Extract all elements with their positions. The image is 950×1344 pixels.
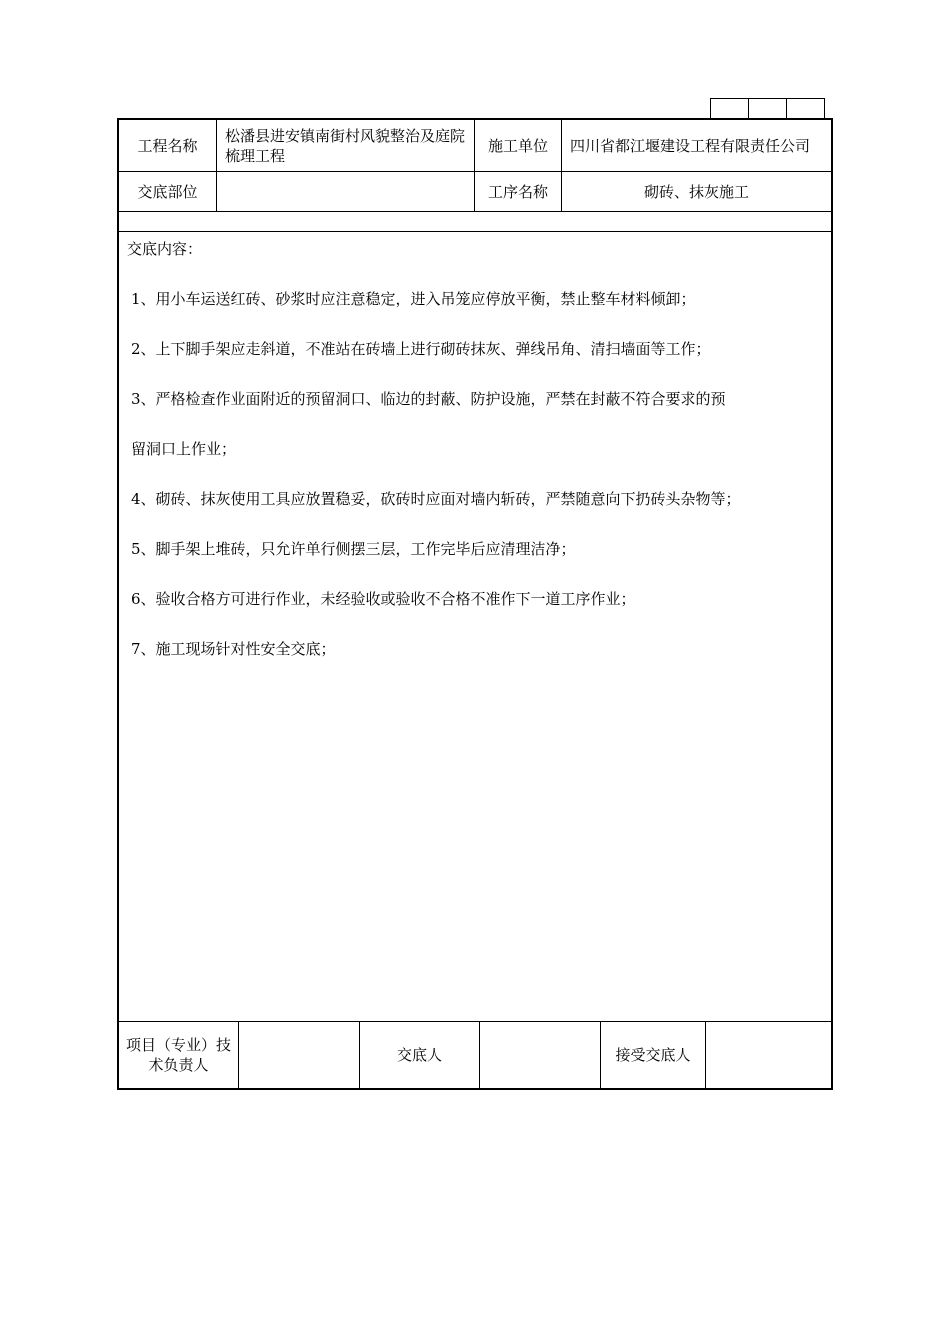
receiver-value [706, 1022, 831, 1088]
handover-form [117, 118, 833, 1090]
handover-part-label: 交底部位 [119, 172, 217, 212]
tech-lead-label: 项目（专业）技术负责人 [119, 1022, 239, 1088]
content-item-3: 3、严格检查作业面附近的预留洞口、临边的封蔽、防护设施，严禁在封蔽不符合要求的预 [131, 390, 726, 408]
handover-person-label: 交底人 [360, 1022, 480, 1088]
handover-person-value [480, 1022, 601, 1088]
construction-unit-label: 施工单位 [475, 120, 562, 172]
construction-unit-value: 四川省都江堰建设工程有限责任公司 [562, 120, 831, 172]
top-box-1 [710, 98, 749, 119]
content-item-1: 1、用小车运送红砖、砂浆时应注意稳定，进入吊笼应停放平衡，禁止整车材料倾卸； [131, 290, 696, 308]
content-title: 交底内容： [127, 240, 203, 258]
receiver-label: 接受交底人 [601, 1022, 706, 1088]
content-item-6: 6、验收合格方可进行作业，未经验收或验收不合格不准作下一道工序作业； [131, 590, 636, 608]
content-item-4: 4、砌砖、抹灰使用工具应放置稳妥，砍砖时应面对墙内斩砖，严禁随意向下扔砖头杂物等； [131, 490, 741, 508]
content-item-5: 5、脚手架上堆砖，只允许单行侧摆三层，工作完毕后应清理洁净； [131, 540, 576, 558]
top-right-boxes [711, 98, 825, 118]
spacer-row [119, 212, 831, 232]
process-name-label: 工序名称 [475, 172, 562, 212]
project-name-label: 工程名称 [119, 120, 217, 172]
project-name-value: 松潘县进安镇南街村风貌整治及庭院梳理工程 [217, 120, 475, 172]
handover-part-value [217, 172, 475, 212]
top-box-3 [786, 98, 825, 119]
handover-content [119, 232, 831, 1022]
process-name-value: 砌砖、抹灰施工 [562, 172, 831, 212]
top-box-2 [748, 98, 787, 119]
content-item-3-cont: 留洞口上作业； [131, 440, 237, 458]
content-item-7: 7、施工现场针对性安全交底； [131, 640, 336, 658]
tech-lead-value [239, 1022, 360, 1088]
content-item-2: 2、上下脚手架应走斜道，不准站在砖墙上进行砌砖抹灰、弹线吊角、清扫墙面等工作； [131, 340, 711, 358]
